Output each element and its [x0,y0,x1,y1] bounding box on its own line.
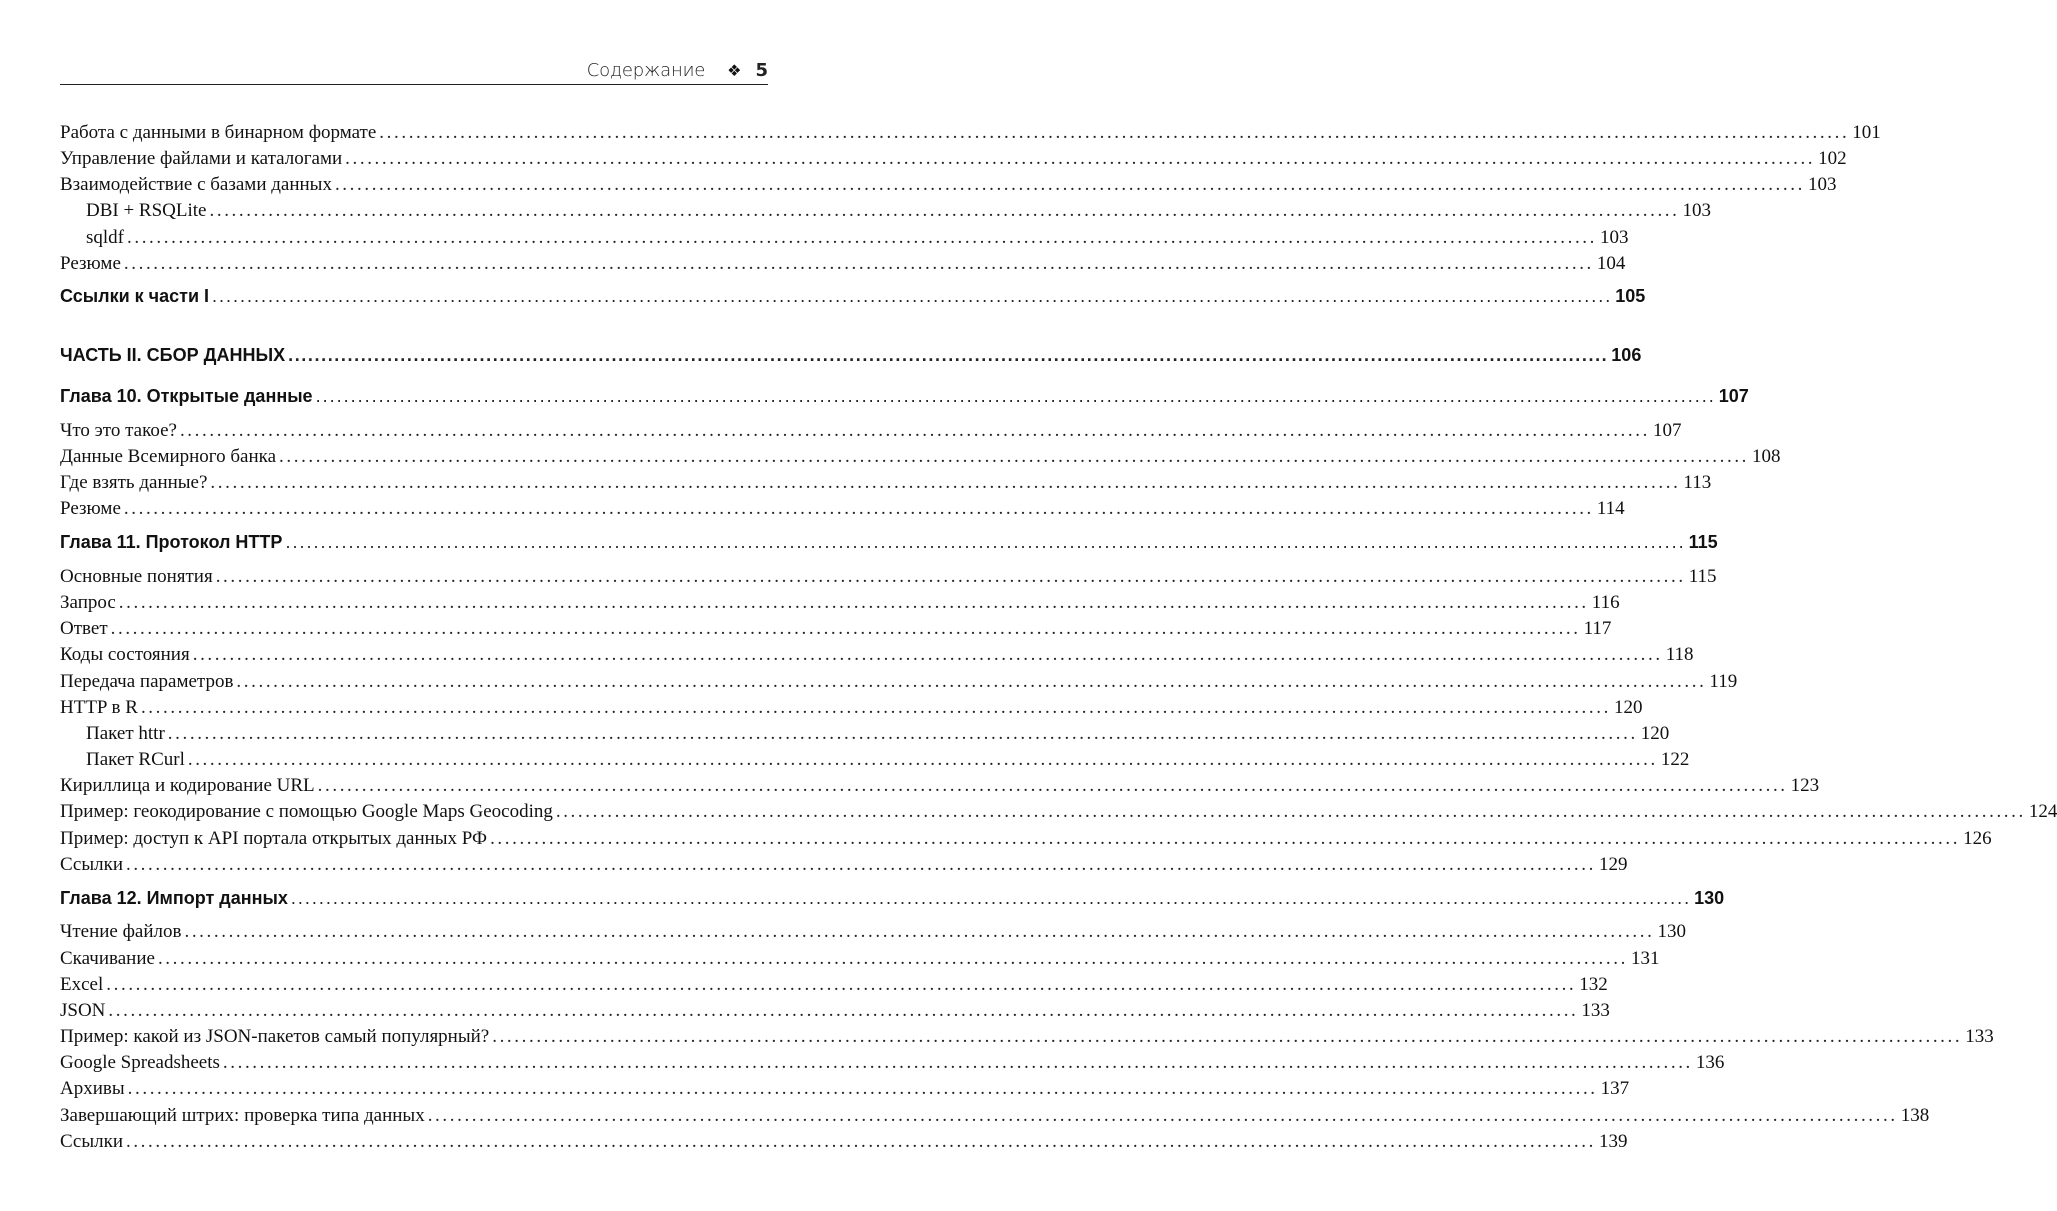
toc-entry-title: Основные понятия [60,566,213,587]
toc-entry[interactable] [60,148,1847,174]
leader-dots: ........................................................................................................................................................................................................ [140,697,1611,718]
toc-entry[interactable] [60,1078,1630,1104]
toc-entry-page: 102 [1818,148,1847,169]
toc-subentry[interactable] [86,227,1629,253]
toc-entry[interactable] [60,828,1992,854]
toc-entry-title: Ответ [60,618,108,639]
toc-entry-title: Глава 11. Протокол HTTP [60,532,283,552]
toc-entry-page: 136 [1695,1052,1725,1073]
toc-entry-title: Пример: геокодирование с помощью Google Maps Geocoding [60,801,553,822]
leader-dots: ........................................................................................................................................................................................................ [215,566,1686,587]
toc-entry-title: Резюме [60,498,121,519]
toc-entry-page: 106 [1611,345,1642,365]
leader-dots: ........................................................................................................................................................................................................ [290,888,1692,908]
toc-chapter-heading[interactable] [60,386,1749,412]
toc-entry-page: 105 [1615,286,1646,306]
toc-entry[interactable] [60,775,1820,801]
toc-entry-page: 107 [1652,420,1682,441]
toc-subentry[interactable] [86,200,1711,226]
toc-entry-title: Ссылки [60,1131,123,1152]
toc-entry-page: 129 [1598,854,1628,875]
leader-dots: ........................................................................................................................................................................................................ [492,1026,1963,1047]
toc-entry[interactable] [60,801,2057,827]
toc-chapter-heading[interactable] [60,532,1718,558]
toc-entry-page: 103 [1807,174,1837,195]
toc-entry-page: 101 [1852,122,1881,143]
leader-dots: ........................................................................................................................................................................................................ [285,532,1686,552]
leader-dots: ........................................................................................................................................................................................................ [345,148,1816,169]
toc-entry-page: 120 [1613,697,1643,718]
leader-dots: ........................................................................................................................................................................................................ [222,1052,1693,1073]
toc-entry-title: Резюме [60,253,121,274]
toc-entry[interactable] [60,420,1682,446]
toc-entry-page: 103 [1682,200,1711,221]
toc-entry[interactable] [60,253,1626,279]
leader-dots: ........................................................................................................................................................................................................ [184,921,1655,942]
leader-dots: ........................................................................................................................................................................................................ [110,618,1581,639]
toc-entry[interactable] [60,948,1660,974]
leader-dots: ........................................................................................................................................................................................................ [179,420,1650,441]
leader-dots: ........................................................................................................................................................................................................ [123,498,1594,519]
leader-dots: ........................................................................................................................................................................................................ [108,1000,1579,1021]
toc-entry[interactable] [60,122,1881,148]
toc-entry-title: JSON [60,1000,106,1021]
toc-entry-title: Коды состояния [60,644,190,665]
toc-entry-title: Взаимодействие с базами данных [60,174,332,195]
toc-entry[interactable] [60,498,1625,524]
toc-entry-title: Что это такое? [60,420,177,441]
leader-dots: ........................................................................................................................................................................................................ [490,828,1961,849]
toc-entry-page: 107 [1718,386,1749,406]
leader-dots: ........................................................................................................................................................................................................ [210,472,1681,493]
leader-dots: ........................................................................................................................................................................................................ [334,174,1805,195]
toc-part-heading[interactable] [60,345,1642,371]
toc-entry[interactable] [60,854,1628,880]
toc-entry-title: ЧАСТЬ II. СБОР ДАННЫХ [60,345,286,365]
toc-entry[interactable] [60,1052,1725,1078]
toc-entry-title: Пример: какой из JSON-пакетов самый популярный? [60,1026,490,1047]
toc-entry-title: Google Spreadsheets [60,1052,220,1073]
toc-entry-page: 137 [1600,1078,1630,1099]
toc-entry-title: sqldf [86,227,124,248]
toc-entry-page: 139 [1598,1131,1628,1152]
toc-entry-title: Чтение файлов [60,921,182,942]
ornament-icon: ❖ [727,60,742,80]
toc-entry-page: 132 [1579,974,1608,995]
toc-entry-title: Управление файлами и каталогами [60,148,343,169]
leader-dots: ........................................................................................................................................................................................................ [125,854,1596,875]
section-title: Содержание [586,59,706,81]
toc-entry-page: 131 [1630,948,1660,969]
toc-entry[interactable] [60,1026,1994,1052]
leader-dots: ........................................................................................................................................................................................................ [127,1078,1598,1099]
toc-entry-title: DBI + RSQLite [86,200,207,221]
toc-entry-title: Кириллица и кодирование URL [60,775,315,796]
toc-entry-title: Ссылки [60,854,123,875]
leader-dots: ........................................................................................................................................................................................................ [187,749,1658,770]
leader-dots: ........................................................................................................................................................................................................ [427,1105,1898,1126]
toc-subentry[interactable] [86,749,1690,775]
toc-entry-title: Пакет httr [86,723,165,744]
toc-entry[interactable] [60,671,1738,697]
toc-entry[interactable] [60,1131,1628,1157]
toc-entry-page: 133 [1581,1000,1610,1021]
toc-entry-page: 108 [1752,446,1781,467]
leader-dots: ........................................................................................................................................................................................................ [209,200,1680,221]
toc-entry-page: 119 [1709,671,1738,692]
toc-entry-title: Ссылки к части I [60,286,210,306]
leader-dots: ........................................................................................................................................................................................................ [192,644,1663,665]
toc-entry-title: Скачивание [60,948,155,969]
toc-entry-title: Excel [60,974,104,995]
toc-entry-page: 103 [1600,227,1629,248]
running-head [60,56,768,84]
toc-entry-page: 126 [1963,828,1992,849]
toc-entry-page: 113 [1683,472,1712,493]
header-rule [60,84,768,85]
leader-dots: ........................................................................................................................................................................................................ [236,671,1707,692]
leader-dots: ........................................................................................................................................................................................................ [106,974,1577,995]
toc-section-heading[interactable] [60,286,1646,312]
toc-entry-page: 118 [1665,644,1694,665]
leader-dots: ........................................................................................................................................................................................................ [123,253,1594,274]
toc-entry-page: 138 [1900,1105,1930,1126]
leader-dots: ........................................................................................................................................................................................................ [288,345,1609,365]
toc-entry[interactable] [60,697,1643,723]
toc-entry[interactable] [60,644,1694,670]
toc-entry-page: 123 [1790,775,1820,796]
toc-entry-title: Работа с данными в бинарном формате [60,122,377,143]
page-number: 5 [755,59,768,81]
toc-entry-page: 120 [1640,723,1670,744]
toc-entry-page: 130 [1657,921,1686,942]
leader-dots: ........................................................................................................................................................................................................ [212,286,1613,306]
leader-dots: ........................................................................................................................................................................................................ [555,801,2026,822]
toc-entry[interactable] [60,472,1712,498]
toc-entry-page: 115 [1688,532,1718,552]
leader-dots: ........................................................................................................................................................................................................ [157,948,1628,969]
toc-entry-page: 130 [1694,888,1725,908]
leader-dots: ........................................................................................................................................................................................................ [379,122,1850,143]
toc-entry-title: Данные Всемирного банка [60,446,277,467]
toc-chapter-heading[interactable] [60,888,1725,914]
toc-entry-page: 116 [1591,592,1620,613]
toc-entry-title: Глава 10. Открытые данные [60,386,313,406]
toc-entry-page: 117 [1583,618,1612,639]
toc-entry-page: 114 [1596,498,1625,519]
toc-entry[interactable] [60,592,1620,618]
toc-entry-page: 104 [1596,253,1626,274]
toc-entry-title: Запрос [60,592,116,613]
leader-dots: ........................................................................................................................................................................................................ [167,723,1638,744]
leader-dots: ........................................................................................................................................................................................................ [317,775,1788,796]
toc-entry-title: Глава 12. Импорт данных [60,888,288,908]
leader-dots: ........................................................................................................................................................................................................ [118,592,1589,613]
leader-dots: ........................................................................................................................................................................................................ [127,227,1597,248]
toc-entry[interactable] [60,174,1837,200]
toc-entry-title: Передача параметров [60,671,234,692]
toc-entry[interactable] [60,446,1781,472]
toc-entry-title: Где взять данные? [60,472,208,493]
toc-entry[interactable] [60,618,1612,644]
toc-entry-title: Пример: доступ к API портала открытых данных РФ [60,828,488,849]
toc-entry-page: 122 [1660,749,1690,770]
toc-entry[interactable] [60,566,1717,592]
leader-dots: ........................................................................................................................................................................................................ [279,446,1750,467]
toc-entry[interactable] [60,1000,1610,1026]
leader-dots: ........................................................................................................................................................................................................ [315,386,1716,406]
toc-subentry[interactable] [86,723,1670,749]
toc-entry[interactable] [60,1105,1930,1131]
toc-entry-page: 124 [2028,801,2057,822]
toc-entry-title: Архивы [60,1078,125,1099]
toc-entry-page: 115 [1688,566,1717,587]
toc-entry-title: HTTP в R [60,697,138,718]
leader-dots: ........................................................................................................................................................................................................ [125,1131,1596,1152]
toc-entry[interactable] [60,921,1686,947]
toc-entry-page: 133 [1965,1026,1994,1047]
toc-entry-title: Завершающий штрих: проверка типа данных [60,1105,425,1126]
toc-entry-title: Пакет RCurl [86,749,185,770]
toc-entry[interactable] [60,974,1608,1000]
